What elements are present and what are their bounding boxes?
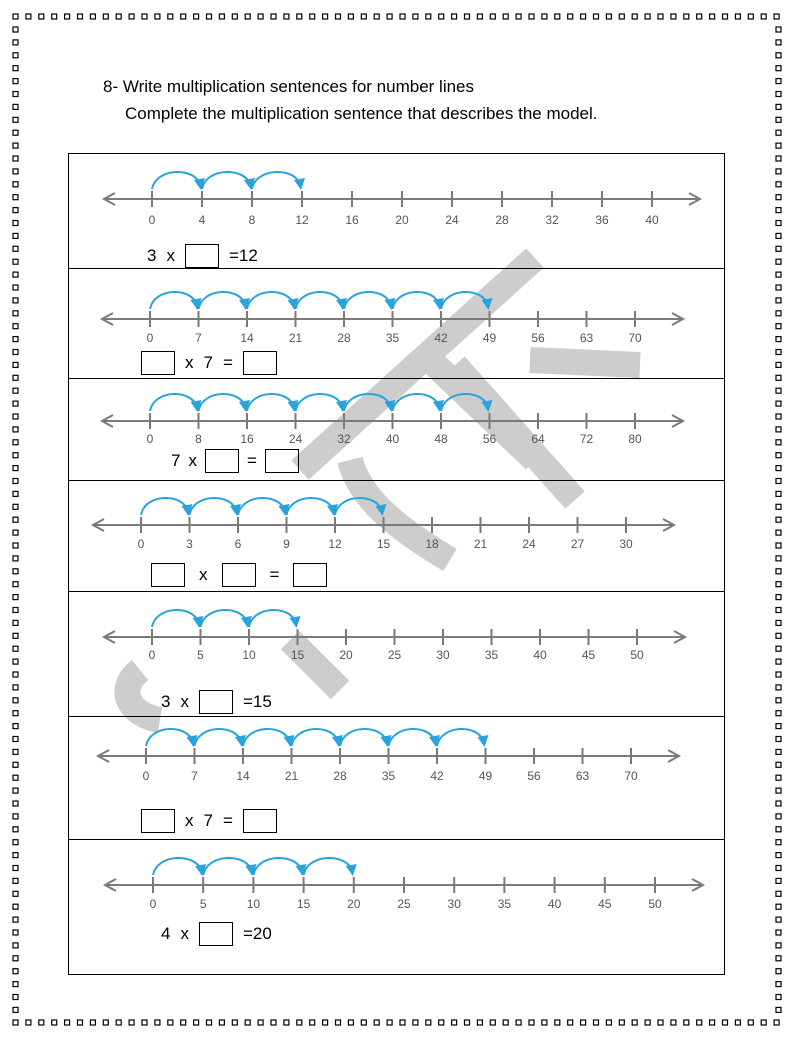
tick-label: 16 [240,432,254,446]
tick-label: 20 [339,648,353,662]
jump-arc [247,292,294,309]
number-line [69,379,724,481]
equation-text: 7 [203,353,213,372]
tick-label: 28 [337,331,351,345]
answer-box[interactable] [243,809,277,833]
tick-label: 63 [579,331,594,345]
jump-arc [249,610,296,627]
jump-arc [243,729,290,746]
jump-arc [201,610,248,627]
equation-text: x [180,924,189,943]
multiplication-sentence [147,244,258,268]
tick-label: 50 [648,897,662,911]
jump-arc [292,729,339,746]
tick-label: 3 [186,537,193,551]
jump-arc [296,292,343,309]
tick-label: 5 [199,897,207,911]
equation-text: x [188,451,197,470]
jump-arc [253,858,301,875]
multiplication-sentence [171,449,299,473]
tick-label: 18 [425,537,439,551]
tick-label: 0 [137,537,145,551]
answer-box[interactable] [199,922,233,946]
tick-label: 10 [246,897,261,911]
jump-arrowhead-icon [290,616,301,628]
number-line-panel [69,154,724,269]
answer-box[interactable] [151,563,185,587]
tick-label: 49 [478,769,493,783]
tick-label: 0 [149,897,157,911]
jump-arc [389,729,436,746]
equation-text: 7 [171,451,181,470]
answer-box[interactable] [199,690,233,714]
answer-box[interactable] [243,351,277,375]
tick-label: 7 [195,331,202,345]
jump-arc [393,394,440,411]
tick-label: 56 [527,769,541,783]
tick-label: 32 [545,213,559,227]
tick-label: 40 [645,213,659,227]
exercise-instructions: Complete the multiplication sentence that describes the model. [125,104,598,123]
jump-arc [304,858,352,875]
jump-arc [344,292,391,309]
tick-label: 20 [347,897,361,911]
tick-label: 0 [148,213,156,227]
equation-text: x [199,565,208,584]
tick-label: 14 [236,769,250,783]
jump-arc [252,172,300,189]
tick-label: 35 [381,769,396,783]
jump-arc [340,729,387,746]
equation-text: x [180,692,189,711]
tick-label: 12 [295,213,309,227]
answer-box[interactable] [205,449,239,473]
multiplication-sentence [141,351,277,375]
jump-arc [203,858,251,875]
tick-label: 35 [497,897,512,911]
tick-label: 15 [376,537,391,551]
jump-arc [393,292,440,309]
jump-arc [344,394,391,411]
jump-arc [190,498,237,515]
jump-arc [247,394,294,411]
jump-arc [296,394,343,411]
jump-arc [150,394,197,411]
multiplication-sentence [141,809,277,833]
equation-text: x [185,811,194,830]
tick-label: 56 [531,331,545,345]
jump-arc [153,858,201,875]
equation-text: x [185,353,194,372]
tick-label: 5 [197,648,204,662]
tick-label: 0 [142,769,150,783]
answer-box[interactable] [265,449,299,473]
tick-label: 0 [148,648,156,662]
jump-arrowhead-icon [482,298,493,310]
tick-label: 35 [385,331,400,345]
jump-arc [150,292,197,309]
tick-label: 14 [240,331,254,345]
tick-label: 0 [146,432,154,446]
jump-arc [287,498,334,515]
jump-arc [238,498,285,515]
equation-text: = [222,353,233,372]
answer-box[interactable] [141,351,175,375]
tick-label: 72 [579,432,594,446]
tick-label: 35 [484,648,499,662]
tick-label: 45 [581,648,596,662]
jump-arc [146,729,193,746]
tick-label: 42 [434,331,448,345]
jump-arrowhead-icon [482,400,493,412]
jump-arc [202,172,250,189]
tick-label: 28 [333,769,347,783]
tick-label: 32 [337,432,351,446]
jump-arc [195,729,242,746]
equation-text: 7 [203,811,213,830]
tick-label: 20 [395,213,409,227]
tick-label: 0 [146,331,154,345]
tick-label: 45 [598,897,612,911]
answer-box[interactable] [293,563,327,587]
tick-label: 8 [248,213,256,227]
multiplication-sentence [161,922,272,946]
exercise-heading [103,76,597,125]
jump-arc [441,394,488,411]
tick-label: 16 [345,213,359,227]
jump-arc [199,292,246,309]
number-line [69,840,724,974]
tick-label: 42 [430,769,444,783]
tick-label: 40 [547,897,562,911]
tick-label: 25 [387,648,402,662]
equation-text: x [166,246,175,265]
multiplication-sentence [151,563,327,587]
equation-text: =20 [242,924,272,943]
equation-text: =12 [228,246,258,265]
tick-label: 12 [328,537,342,551]
tick-label: 9 [283,537,290,551]
equation-text: =15 [242,692,272,711]
tick-label: 27 [570,537,585,551]
tick-label: 24 [522,537,536,551]
tick-label: 30 [447,897,461,911]
number-line-panel [69,592,724,717]
tick-label: 24 [445,213,459,227]
tick-label: 70 [628,331,642,345]
tick-label: 21 [473,537,488,551]
tick-label: 40 [533,648,547,662]
jump-arc [437,729,484,746]
exercise-title: 8- Write multiplication sentences for number lines [103,77,475,96]
jump-arc [152,610,199,627]
jump-arc [199,394,246,411]
tick-label: 24 [288,432,303,446]
tick-label: 70 [624,769,638,783]
equation-text: 3 [147,246,157,265]
tick-label: 80 [628,432,642,446]
equation-text: = [246,451,257,470]
tick-label: 56 [482,432,497,446]
equation-text: = [222,811,233,830]
answer-box[interactable] [222,563,256,587]
equation-text: 3 [161,692,171,711]
number-line-panel [69,481,724,592]
jump-arc [441,292,488,309]
tick-label: 49 [482,331,497,345]
equation-text: 4 [161,924,171,943]
jump-arrowhead-icon [294,178,305,190]
tick-label: 63 [575,769,590,783]
tick-label: 40 [385,432,400,446]
tick-label: 10 [242,648,256,662]
tick-label: 28 [495,213,509,227]
multiplication-sentence [161,690,272,714]
tick-label: 30 [619,537,633,551]
number-line-panel [69,717,724,840]
tick-label: 25 [397,897,411,911]
tick-label: 30 [436,648,450,662]
jump-arc [152,172,200,189]
jump-arrowhead-icon [376,504,387,516]
number-line-panel [69,379,724,481]
tick-label: 15 [296,897,311,911]
tick-label: 48 [434,432,448,446]
tick-label: 4 [198,213,206,227]
tick-label: 36 [595,213,609,227]
jump-arc [335,498,382,515]
equation-text: = [269,565,280,584]
tick-label: 50 [630,648,644,662]
jump-arrowhead-icon [346,864,357,876]
jump-arc [141,498,188,515]
tick-label: 21 [288,331,303,345]
tick-label: 21 [284,769,299,783]
jump-arrowhead-icon [478,735,489,747]
number-line-panel [69,269,724,379]
tick-label: 15 [290,648,305,662]
number-line-panels [68,153,725,975]
answer-box[interactable] [185,244,219,268]
tick-label: 8 [195,432,202,446]
answer-box[interactable] [141,809,175,833]
number-line-panel [69,840,724,974]
tick-label: 64 [531,432,545,446]
tick-label: 6 [234,537,242,551]
tick-label: 7 [191,769,198,783]
